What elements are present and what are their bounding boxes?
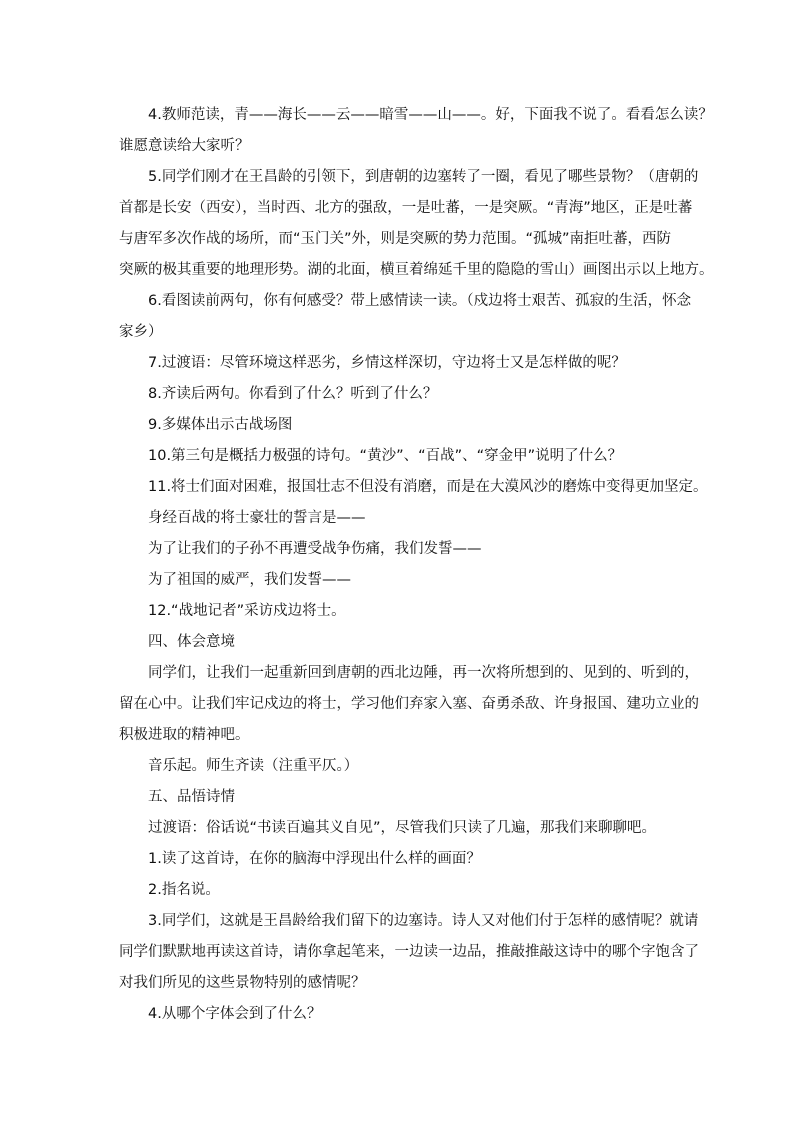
text-line: 4.教师范读，青——海长——云——暗雪——山——。好，下面我不说了。看看怎么读？	[148, 107, 713, 123]
text-line: 同学们默默地再读这首诗，请你拿起笔来，一边读一边品，推敲推敲这诗中的哪个字饱含了	[119, 944, 699, 960]
text-line: 8.齐读后两句。你看到了什么？听到了什么？	[148, 386, 438, 402]
section-heading: 四、体会意境	[148, 634, 235, 650]
text-line: 为了让我们的子孙不再遭受战争伤痛，我们发誓——	[148, 541, 482, 557]
text-line: 1.读了这首诗，在你的脑海中浮现出什么样的画面？	[148, 851, 481, 867]
text-line: 7.过渡语：尽管环境这样恶劣，乡情这样深切，守边将士又是怎样做的呢？	[148, 355, 626, 371]
text-line: 谁愿意读给大家听？	[119, 138, 250, 154]
text-line: 对我们所见的这些景物特别的感情呢？	[119, 975, 366, 991]
text-line: 2.指名说。	[148, 882, 220, 898]
text-line: 5.同学们刚才在王昌龄的引领下，到唐朝的边塞转了一圈，看见了哪些景物？（唐朝的	[148, 169, 699, 185]
text-line: 家乡）	[119, 324, 163, 340]
text-line: 9.多媒体出示古战场图	[148, 417, 293, 433]
text-line: 3.同学们，这就是王昌龄给我们留下的边塞诗。诗人又对他们付于怎样的感情呢？就请	[148, 913, 699, 929]
text-line: 首都是长安（西安），当时西、北方的强敌，一是吐蕃，一是突厥。“青海”地区，正是吐蕃	[119, 200, 693, 216]
section-heading: 五、品悟诗情	[148, 789, 235, 805]
text-line: 与唐军多次作战的场所，而“玉门关”外，则是突厥的势力范围。“孤城”南拒吐蕃，西防	[119, 231, 672, 247]
text-line: 音乐起。师生齐读（注重平仄。）	[148, 758, 359, 774]
text-line: 过渡语：俗话说“书读百遍其义自见”，尽管我们只读了几遍，那我们来聊聊吧。	[148, 820, 657, 836]
document-body	[119, 100, 714, 1030]
text-line: 6.看图读前两句，你有何感受？带上感情读一读。（戍边将士艰苦、孤寂的生活，怀念	[148, 293, 692, 309]
text-line: 12.“战地记者”采访戍边将士。	[148, 603, 346, 619]
text-line: 11.将士们面对困难，报国壮志不但没有消磨，而是在大漠风沙的磨炼中变得更加坚定。	[148, 479, 708, 495]
text-line: 10.第三句是概括力极强的诗句。“黄沙”、“百战”、“穿金甲”说明了什么？	[148, 448, 623, 464]
text-line: 4.从哪个字体会到了什么？	[148, 1006, 322, 1022]
text-line: 为了祖国的威严，我们发誓——	[148, 572, 351, 588]
text-line: 积极进取的精神吧。	[119, 727, 250, 743]
text-line: 身经百战的将士豪壮的誓言是——	[148, 510, 366, 526]
text-line: 同学们，让我们一起重新回到唐朝的西北边陲，再一次将所想到的、见到的、听到的，	[148, 665, 699, 681]
text-line: 留在心中。让我们牢记戍边的将士，学习他们弃家入塞、奋勇杀敌、许身报国、建功立业的	[119, 696, 699, 712]
text-line: 突厥的极其重要的地理形势。湖的北面，横亘着绵延千里的隐隐的雪山）画图出示以上地方。	[119, 262, 714, 278]
